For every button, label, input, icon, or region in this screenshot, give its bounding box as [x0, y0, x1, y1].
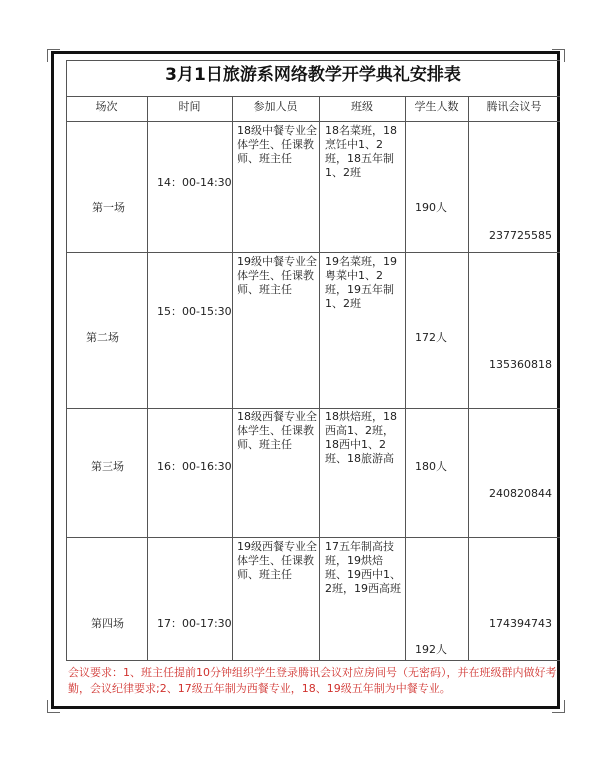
header-classes: 班级 [351, 100, 373, 113]
meeting-requirements-note: 会议要求：1、班主任提前10分钟组织学生登录腾讯会议对应房间号（无密码），并在班级群内做好考勤，会议纪律要求;2、17级五年制为西餐专业，18、19级五年制为中餐专业。 [68, 666, 557, 695]
time-cell: 15：00-15:30 [157, 305, 232, 318]
grid-line [66, 252, 560, 253]
grid-line [66, 408, 560, 409]
header-meeting-id: 腾讯会议号 [486, 100, 542, 113]
grid-line [66, 121, 560, 122]
classes-cell: 19名菜班，19粤菜中1、2班，19五年制1、2班 [325, 255, 397, 310]
time-cell: 14：00-14:30 [157, 176, 232, 189]
attendees-cell: 19级西餐专业全体学生、任课教师、班主任 [237, 540, 317, 581]
header-attendees: 参加人员 [253, 100, 298, 113]
grid-line [232, 96, 233, 660]
meeting-id-cell[interactable]: 240820844 [489, 487, 552, 500]
session-cell: 第三场 [91, 460, 124, 473]
session-cell: 第二场 [86, 331, 119, 344]
count-cell: 172人 [415, 331, 447, 344]
grid-line [66, 60, 67, 660]
count-cell: 180人 [415, 460, 447, 473]
grid-line [66, 537, 560, 538]
count-cell: 190人 [415, 201, 447, 214]
time-cell: 16：00-16:30 [157, 460, 232, 473]
header-time: 时间 [178, 100, 201, 113]
meeting-id-cell[interactable]: 135360818 [489, 358, 552, 371]
classes-cell: 18名菜班，18烹饪中1、2班，18五年制1、2班 [325, 124, 397, 179]
grid-line [66, 660, 560, 661]
meeting-id-cell[interactable]: 174394743 [489, 617, 552, 630]
classes-cell: 17五年制高技班，19烘焙班、19西中1、2班，19西高班 [325, 540, 401, 595]
grid-line [147, 96, 148, 660]
page-title: 3月1日旅游系网络教学开学典礼安排表 [165, 65, 461, 85]
session-cell: 第四场 [91, 617, 124, 630]
attendees-cell: 19级中餐专业全体学生、任课教师、班主任 [237, 255, 317, 296]
session-cell: 第一场 [92, 201, 125, 214]
attendees-cell: 18级中餐专业全体学生、任课教师、班主任 [237, 124, 317, 165]
header-session: 场次 [95, 100, 118, 113]
time-cell: 17：00-17:30 [157, 617, 232, 630]
grid-line [468, 96, 469, 660]
grid-line [405, 96, 406, 660]
meeting-id-cell[interactable]: 237725585 [489, 229, 552, 242]
attendees-cell: 18级西餐专业全体学生、任课教师、班主任 [237, 410, 317, 451]
grid-line [319, 96, 320, 660]
classes-cell: 18烘焙班，18西高1、2班，18西中1、2班、18旅游高 [325, 410, 397, 465]
header-student-count: 学生人数 [414, 100, 459, 113]
count-cell: 192人 [415, 643, 447, 656]
